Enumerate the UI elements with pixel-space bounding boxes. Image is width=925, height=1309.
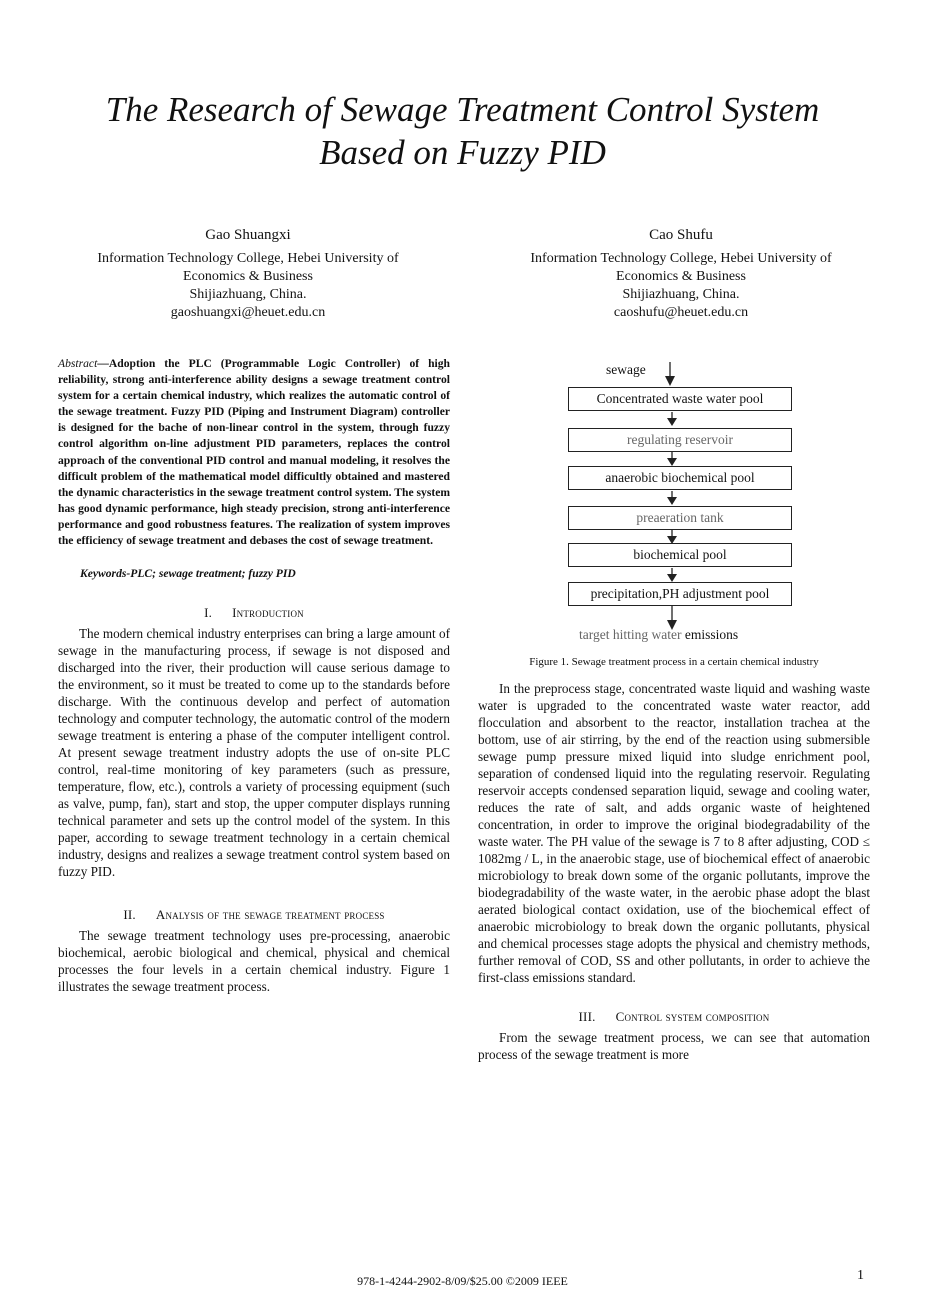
left-column: [58, 356, 450, 995]
author-block-2: [491, 226, 871, 322]
flow-arrow-icon: [666, 491, 678, 505]
author-email: gaoshuangxi@heuet.edu.cn: [170, 305, 326, 320]
process-box-3: anaerobic biochemical pool: [568, 466, 792, 490]
copyright-footer: 978-1-4244-2902-8/09/$25.00 ©2009 IEEE: [357, 1274, 568, 1288]
author-email: caoshufu@heuet.edu.cn: [613, 305, 749, 320]
abstract-label: Abstract: [58, 357, 98, 370]
author-affiliation: Information Technology College, Hebei University of: [97, 251, 399, 266]
section-title: Control system composition: [615, 1009, 770, 1024]
process-box-5: biochemical pool: [568, 543, 792, 567]
section-title: Analysis of the sewage treatment process: [155, 907, 385, 923]
author-affiliation: Economics & Business: [616, 269, 746, 284]
process-box-1: Concentrated waste water pool: [568, 387, 792, 411]
section-number: I.: [204, 605, 213, 621]
figure-output-label: [579, 627, 738, 643]
flow-arrow-icon: [666, 452, 678, 466]
flow-arrow-icon: [664, 362, 676, 386]
abstract-text: —Adoption the PLC (Programmable Logic Controller) of high reliability, strong anti-interference ability designs a sewage treatment control system for a certain chemical industry, which realizes the automatic control of the sewage treatment. Fuzzy PID (Piping and Instrument Diagram) controller is designed for the bache of non-linear control in the system, through fuzzy control algorithm on-line adjustment PID parameters, replaces the control approach of the conventional PID control and manual modeling, it resolves the difficult problem of the mathematical model difficultly obtained and mastered the dynamic characteristics in the sewage treatment control system. The system has good dynamic performance, high steady precision, strong anti-interference performance and good robustness features. The realization of system improves the efficiency of sewage treatment and debases the cost of sewage treatment.: [58, 357, 450, 548]
section-2-text: The sewage treatment technology uses pre-processing, anaerobic biochemical, aerobic biological and chemical, physical and chemical processes the four levels in a certain chemical industry. Figure 1 illustrates the sewage treatment process.: [58, 928, 450, 995]
process-box-4: preaeration tank: [568, 506, 792, 530]
section-number: II.: [123, 907, 136, 923]
author-city: Shijiazhuang, China.: [189, 287, 307, 302]
title-line-2: Based on Fuzzy PID: [319, 133, 606, 172]
author-name: Gao Shuangxi: [205, 227, 291, 243]
section-title: Introduction: [232, 605, 304, 621]
abstract: [58, 356, 450, 549]
section-heading-1: [58, 604, 450, 621]
page-number: 1: [857, 1268, 864, 1283]
author-affiliation: Economics & Business: [183, 269, 313, 284]
author-block-1: [58, 226, 438, 322]
section-3-text: From the sewage treatment process, we can see that automation process of the sewage treatment is more: [478, 1030, 870, 1062]
paper-title: [40, 88, 885, 174]
flow-arrow-icon: [666, 412, 678, 426]
process-box-2: regulating reservoir: [568, 428, 792, 452]
flow-arrow-icon: [666, 568, 678, 582]
process-figure: [562, 356, 802, 656]
flow-arrow-icon: [666, 530, 678, 544]
author-name: Cao Shufu: [649, 227, 713, 243]
section-heading-3: [478, 1008, 870, 1025]
figure-input-label: sewage: [606, 362, 646, 377]
author-affiliation: Information Technology College, Hebei University of: [530, 251, 832, 266]
keywords: Keywords-PLC; sewage treatment; fuzzy PID: [80, 567, 296, 581]
section-1-text: The modern chemical industry enterprises can bring a large amount of sewage in the manufacturing process, if sewage is not disposed and discharged into the river, their production will cause serious damage to the environment, so it must be treated to come up to the standards before discharge. With the continuous develop and perfect of automation technology and computer technology, the automatic control of the modern sewage treatment is entering a phase of the computer intelligent control. At present sewage treatment industry adopts the use of on-site PLC control, real-time monitoring of key parameters (such as pressure, temperature, flow, etc.), controls a variety of processing equipment (such as valve, pump, fan), start and stop, the upper computer displays running technical parameter and sets up the control model of the system. In this paper, according to sewage treatment technology in a certain chemical industry, designs and realizes a sewage treatment control system based on fuzzy PID.: [58, 626, 450, 880]
right-column: [478, 680, 870, 1063]
output-label-part-a: target hitting water: [579, 627, 682, 642]
process-box-6: precipitation,PH adjustment pool: [568, 582, 792, 606]
section-number: III.: [578, 1009, 596, 1024]
title-line-1: The Research of Sewage Treatment Control System: [105, 90, 820, 129]
process-description: In the preprocess stage, concentrated waste liquid and washing waste water is upgraded to the concentrated waste water reactor, add flocculation and absorbent to the reactor, installation trachea at the bottom, use of air stirring, by the end of the reaction using submersible sewage pump pressure mixed liquid into sludge enrichment pool, separation of condensed liquid into the regulating reservoir. Regulating reservoir accepts condensed separation liquid, sewage and cooling water, reduces the rate of salt, and adds organic waste of heightened concentration, in order to improve the original biodegradability of the waste water. The PH value of the sewage is 7 to 8 after adjusting, COD ≤ 1082mg / L, in the anaerobic stage, use of biochemical effect of anaerobic microbiology to break down some of the organic pollutants, improve the biodegradability of the waste water, in the aerobic phase adopt the blast aerated biological contact oxidation, use of the biochemical effect of anaerobic microbiology to break down the organic pollutants, physical and chemical processes stage adopts the physical and chemistry methods, further removal of COD, SS and other pollutants, in order to achieve the first-class emissions standard.: [478, 681, 870, 985]
section-heading-2: [58, 906, 450, 923]
figure-caption: Figure 1. Sewage treatment process in a certain chemical industry: [529, 656, 819, 668]
output-label-part-b: emissions: [681, 627, 739, 642]
author-city: Shijiazhuang, China.: [622, 287, 740, 302]
